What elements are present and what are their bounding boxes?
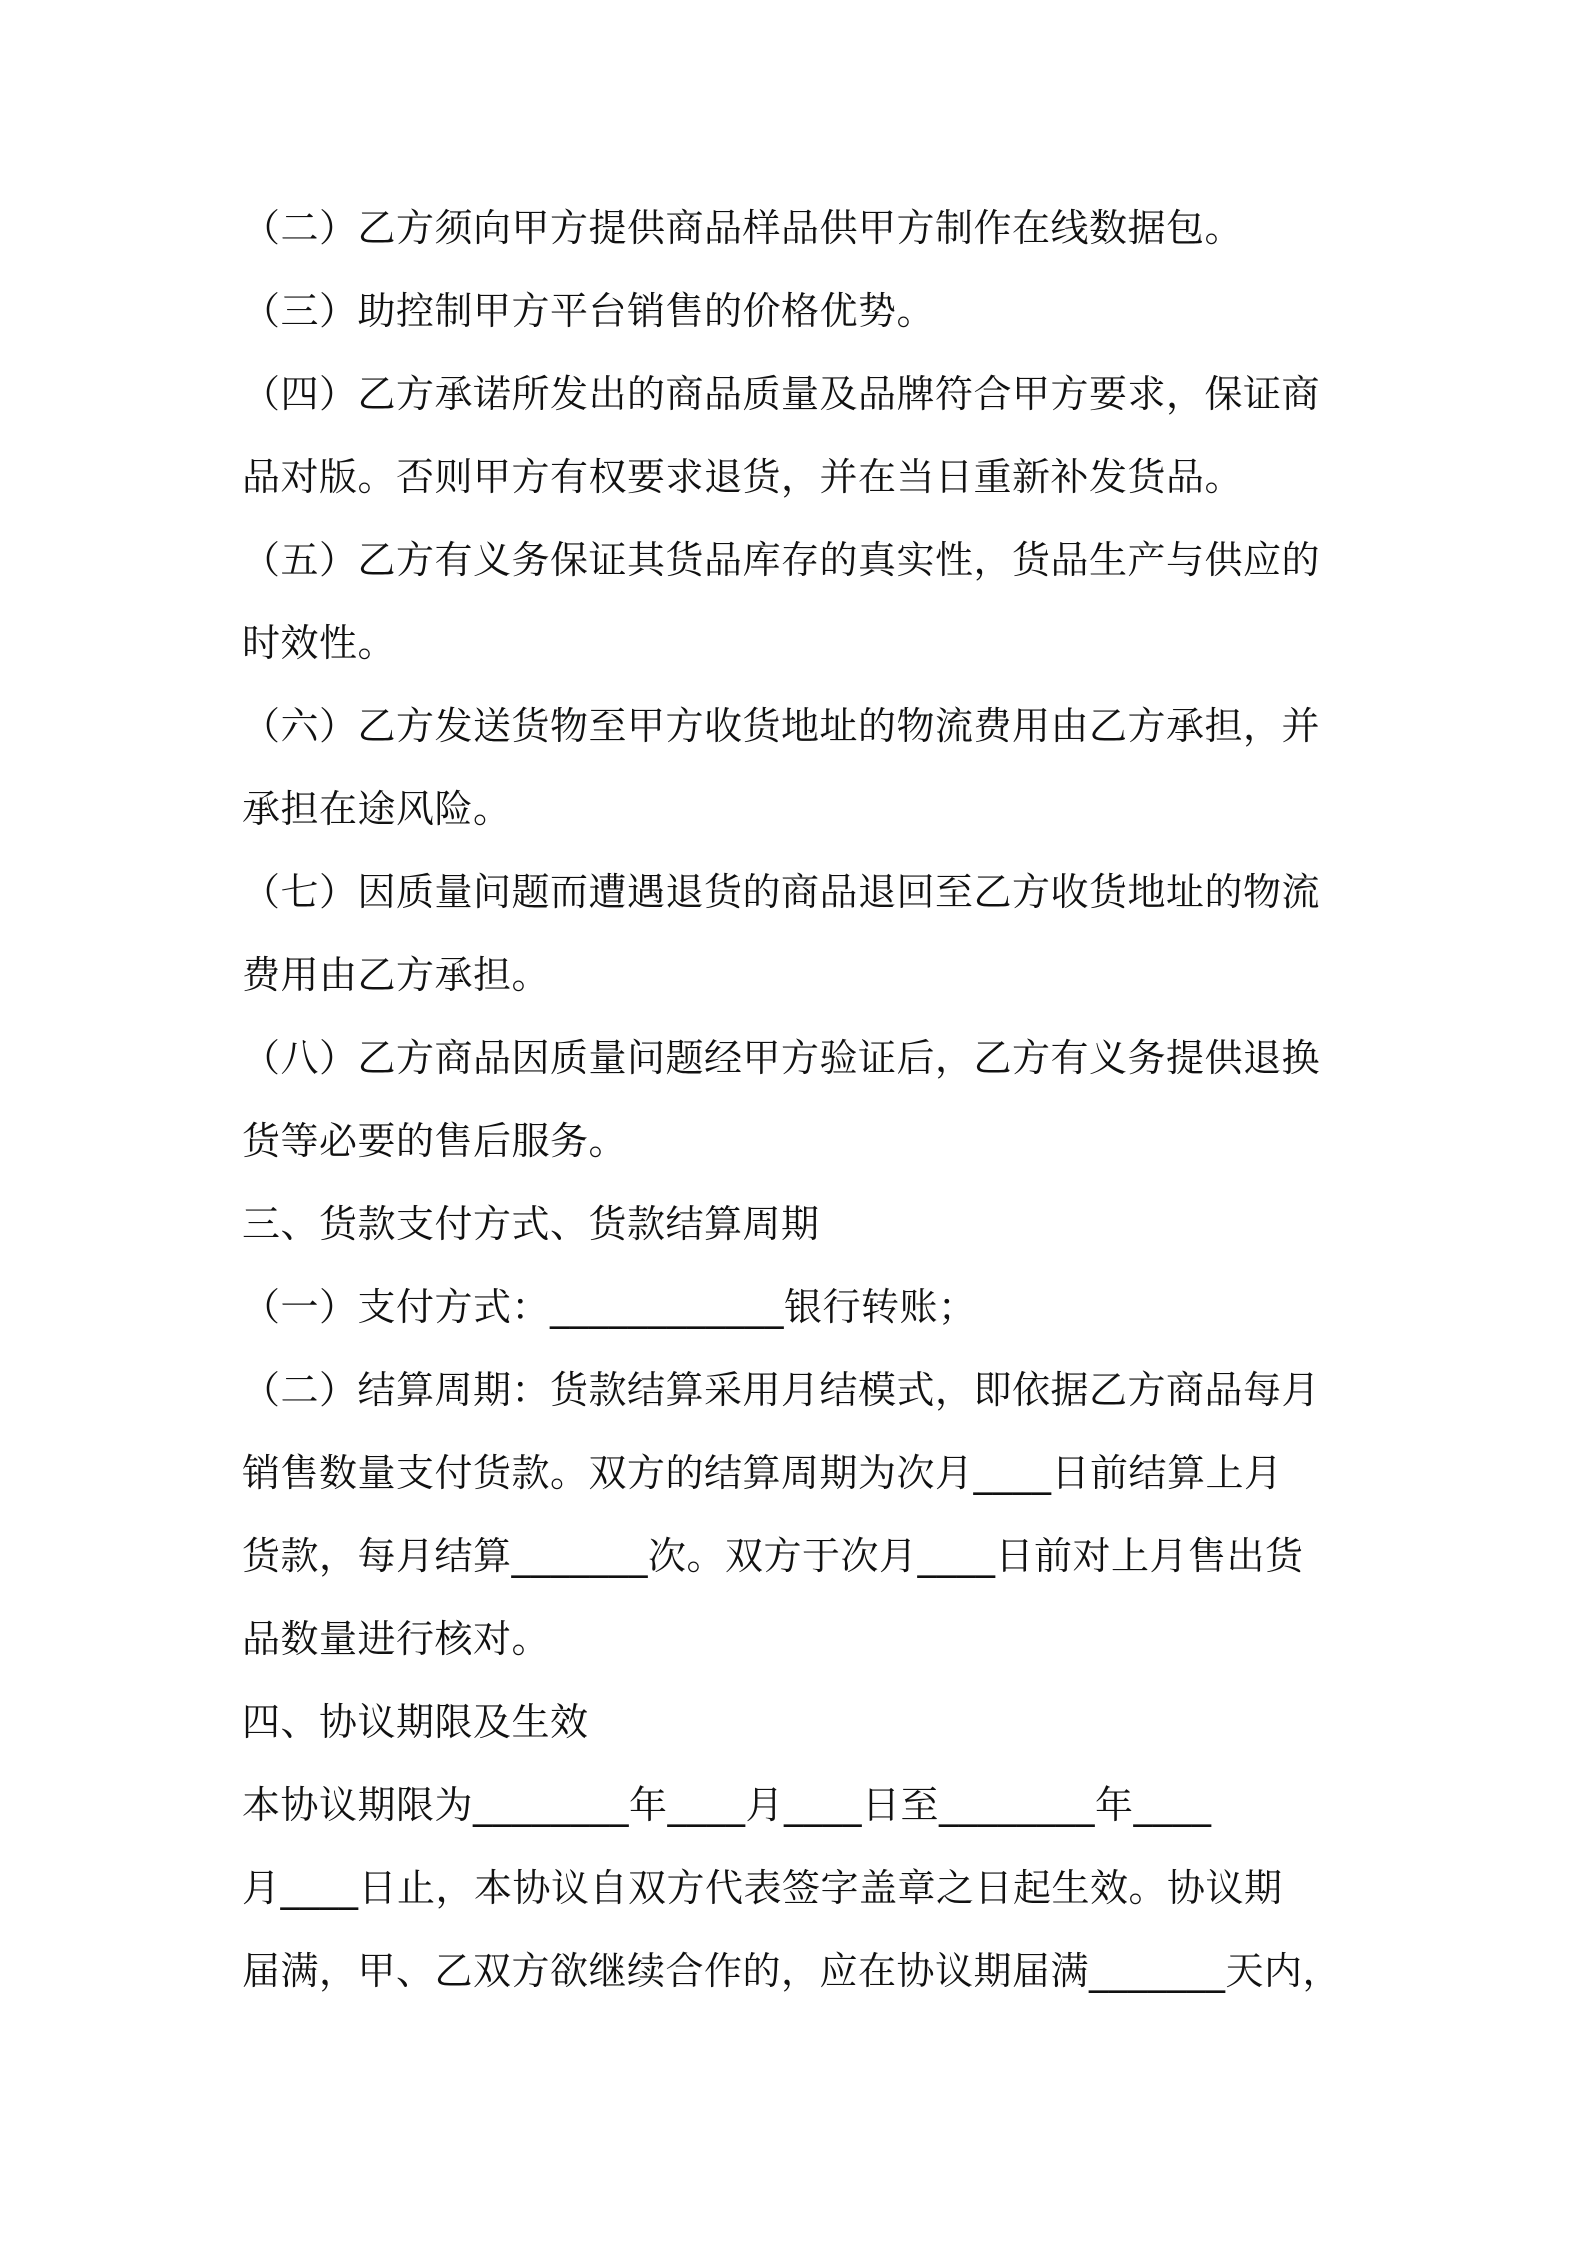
text-line-1: （二）乙方须向甲方提供商品样品供甲方制作在线数据包。 (242, 206, 1244, 250)
text-line-10: 费用由乙方承担。 (242, 953, 551, 997)
text-line-7: （六）乙方发送货物至甲方收货地址的物流费用由乙方承担，并 (242, 704, 1321, 748)
text-line-11: （八）乙方商品因质量问题经甲方验证后，乙方有义务提供退换 (242, 1036, 1321, 1080)
text-line-14: （一）支付方式：____________银行转账； (242, 1285, 977, 1329)
text-line-5: （五）乙方有义务保证其货品库存的真实性，货品生产与供应的 (242, 538, 1321, 582)
text-line-16: 销售数量支付货款。双方的结算周期为次月____日前结算上月 (242, 1451, 1283, 1495)
text-line-22: 届满，甲、乙双方欲继续合作的，应在协议期届满_______天内， (242, 1949, 1342, 1993)
text-line-12: 货等必要的售后服务。 (242, 1119, 628, 1163)
text-line-18: 品数量进行核对。 (242, 1617, 551, 1661)
section-heading-4: 四、协议期限及生效 (242, 1700, 589, 1744)
text-line-9: （七）因质量问题而遭遇退货的商品退回至乙方收货地址的物流 (242, 870, 1321, 914)
text-line-17: 货款，每月结算_______次。双方于次月____日前对上月售出货 (242, 1534, 1304, 1578)
text-line-21: 月____日止，本协议自双方代表签字盖章之日起生效。协议期 (242, 1866, 1283, 1910)
text-line-4: 品对版。否则甲方有权要求退货，并在当日重新补发货品。 (242, 455, 1244, 499)
text-line-20: 本协议期限为________年____月____日至________年____ (242, 1783, 1212, 1827)
section-heading-3: 三、货款支付方式、货款结算周期 (242, 1202, 820, 1246)
text-line-6: 时效性。 (242, 621, 397, 665)
text-line-2: （三）助控制甲方平台销售的价格优势。 (242, 289, 936, 333)
text-line-8: 承担在途风险。 (242, 787, 512, 831)
text-line-3: （四）乙方承诺所发出的商品质量及品牌符合甲方要求，保证商 (242, 372, 1321, 416)
text-line-15: （二）结算周期：货款结算采用月结模式，即依据乙方商品每月 (242, 1368, 1321, 1412)
